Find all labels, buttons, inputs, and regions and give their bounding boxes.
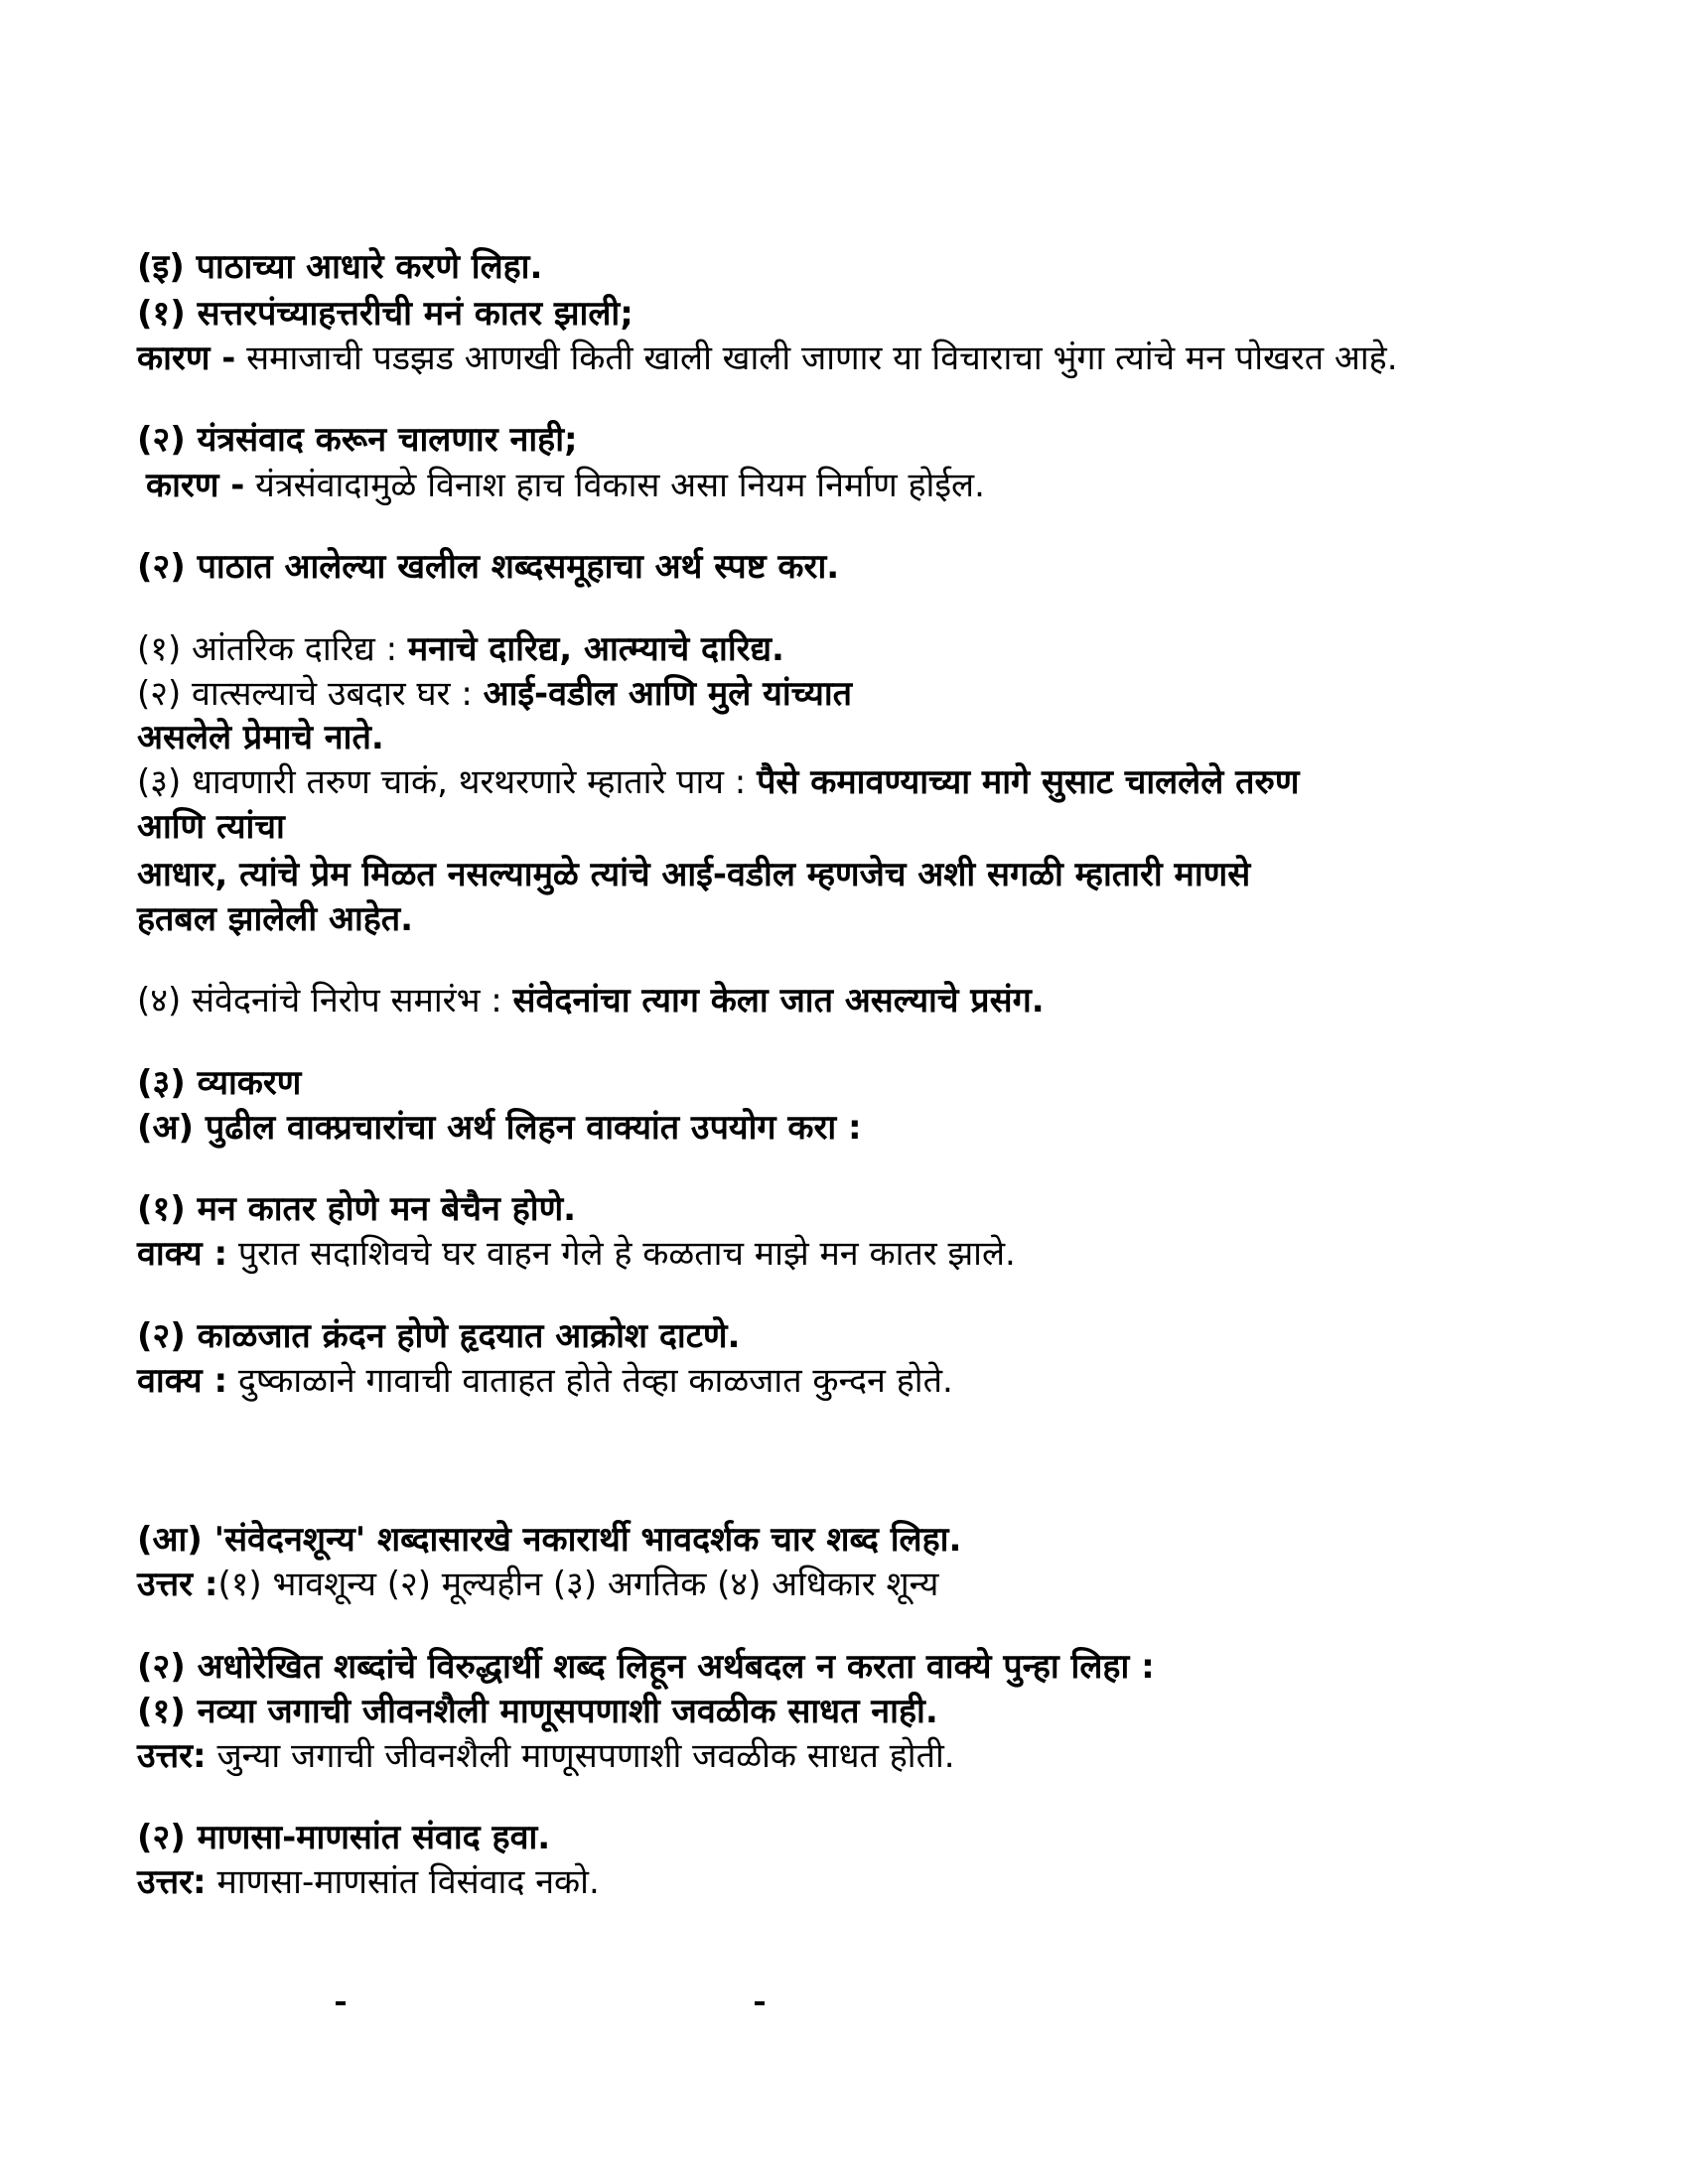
section-i-question-1: (१) सत्तरपंच्याहत्तरीची मनं कातर झाली; (137, 294, 633, 334)
phrase-1-sentence (137, 1233, 1016, 1276)
section-3-heading: (३) व्याकरण (137, 1063, 302, 1103)
reason-text: समाजाची पडझड आणखी किती खाली खाली जाणार या विचाराचा भुंगा त्यांचे मन पोखरत आहे. (235, 339, 1398, 378)
answer-label: उत्तर: (137, 1862, 207, 1902)
answer-text: माणसा-माणसांत विसंवाद नको. (206, 1862, 600, 1902)
stray-mark (755, 2001, 765, 2005)
phrase-2-sentence (137, 1360, 953, 1403)
section-2-heading: (२) पाठात आलेल्या खलील शब्दसमूहाचा अर्थ स्पष्ट करा. (137, 547, 840, 587)
reason-text: यंत्रसंवादामुळे विनाश हाच विकास असा नियम निर्माण होईल. (244, 466, 985, 505)
section-i-question-2: (२) यंत्रसंवाद करून चालणार नाही; (137, 420, 578, 460)
meaning-item-2 (137, 673, 852, 716)
stray-mark (336, 2001, 346, 2005)
section-3-sub-2: (२) अधोरेखित शब्दांचे विरुद्धार्थी शब्द लिहून अर्थबदल न करता वाक्ये पुन्हा लिहा : (137, 1647, 1155, 1687)
sentence-text: पुरात सदाशिवचे घर वाहन गेले हे कळताच माझे मन कातर झाले. (227, 1234, 1016, 1274)
meaning-answer: पैसे कमावण्याच्या मागे सुसाट चाललेले तरुण (757, 762, 1300, 802)
meaning-item-4 (137, 980, 1045, 1023)
reason-label: कारण - (146, 466, 245, 505)
meaning-answer: संवेदनांचा त्याग केला जात असल्याचे प्रसंग. (512, 981, 1045, 1021)
answer-text: (१) भावशून्य (२) मूल्यहीन (३) अगतिक (४) अधिकार शून्य (217, 1565, 939, 1604)
phrase-2: (२) काळजात क्रंदन होणे हृदयात आक्रोश दाटणे. (137, 1316, 741, 1356)
reason-label: कारण - (137, 339, 236, 378)
section-i-answer-1 (137, 338, 1398, 380)
meaning-item-3-continued-2: आधार, त्यांचे प्रेम मिळत नसल्यामुळे त्यांचे आई-वडील म्हणजेच अशी सगळी म्हातारी माणसे (137, 855, 1251, 894)
meaning-answer: मनाचे दारिद्य, आत्म्याचे दारिद्य. (407, 629, 784, 669)
section-i-heading: (इ) पाठाच्या आधारे करणे लिहा. (137, 247, 543, 287)
sentence-question-2: (२) माणसा-माणसांत संवाद हवा. (137, 1818, 551, 1857)
meaning-item-1 (137, 628, 784, 671)
meaning-item-2-continued: असलेले प्रेमाचे नाते. (137, 718, 384, 757)
section-3-sub-a: (अ) पुढील वाक्प्रचारांचा अर्थ लिहन वाक्यांत उपयोग करा : (137, 1108, 862, 1148)
meaning-term: (४) संवेदनांचे निरोप समारंभ : (137, 981, 513, 1021)
answer-text: जुन्या जगाची जीवनशैली माणूसपणाशी जवळीक साधत होती. (206, 1736, 955, 1776)
meaning-term: (३) धावणारी तरुण चाकं, थरथरणारे म्हातारे पाय : (137, 762, 758, 802)
section-3-sub-aa: (आ) 'संवेदनशून्य' शब्दासारखे नकारार्थी भावदर्शक चार शब्द लिहा. (137, 1520, 962, 1560)
meaning-answer: आई-वडील आणि मुले यांच्यात (483, 674, 853, 714)
sentence-label: वाक्य : (137, 1361, 228, 1401)
meaning-item-3-continued-1: आणि त्यांचा (137, 807, 285, 847)
answer-label: उत्तर: (137, 1736, 207, 1776)
answer-label: उत्तर : (137, 1565, 218, 1604)
sentence-answer-1 (137, 1735, 955, 1778)
meaning-term: (२) वात्सल्याचे उबदार घर : (137, 674, 484, 714)
section-i-answer-2 (137, 465, 985, 507)
sentence-answer-2 (137, 1861, 600, 1904)
sentence-label: वाक्य : (137, 1234, 228, 1274)
meaning-item-3 (137, 761, 1299, 804)
meaning-term: (१) आंतरिक दारिद्य : (137, 629, 408, 669)
meaning-item-3-continued-3: हतबल झालेली आहेत. (137, 899, 414, 939)
sentence-text: दुष्काळाने गावाची वाताहत होते तेव्हा काळजात कुन्दन होते. (227, 1361, 953, 1401)
phrase-1: (१) मन कातर होणे मन बेचैन होणे. (137, 1189, 577, 1229)
sub-aa-answer (137, 1564, 938, 1606)
sentence-question-1: (१) नव्या जगाची जीवनशैली माणूसपणाशी जवळीक साधत नाही. (137, 1692, 938, 1731)
